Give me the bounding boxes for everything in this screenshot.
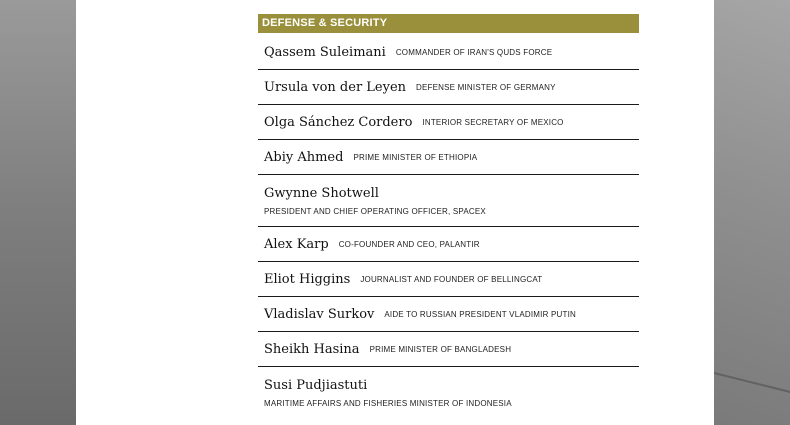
person-title: PRIME MINISTER OF ETHIOPIA — [353, 152, 478, 162]
person-name: Susi Pudjiastuti — [264, 378, 368, 393]
list-item — [258, 367, 639, 419]
person-title: AIDE TO RUSSIAN PRESIDENT VLADIMIR PUTIN — [384, 309, 576, 319]
person-name: Olga Sánchez Cordero — [264, 114, 413, 130]
list-item — [258, 35, 639, 70]
list-item — [258, 140, 639, 175]
person-title: INTERIOR SECRETARY OF MEXICO — [422, 117, 564, 127]
background-right — [714, 0, 790, 425]
list-item — [258, 297, 639, 332]
person-title: PRESIDENT AND CHIEF OPERATING OFFICER, SPACEX — [264, 207, 486, 216]
person-name: Qassem Suleimani — [264, 44, 386, 60]
list-item — [258, 105, 639, 140]
person-title: CO-FOUNDER AND CEO, PALANTIR — [338, 239, 480, 249]
person-name: Vladislav Surkov — [264, 306, 375, 322]
person-name: Sheikh Hasina — [264, 341, 360, 357]
list-item — [258, 227, 639, 262]
person-name: Gwynne Shotwell — [264, 186, 379, 201]
person-name: Alex Karp — [264, 236, 329, 252]
list-item — [258, 175, 639, 227]
background-left — [0, 0, 76, 425]
person-title: MARITIME AFFAIRS AND FISHERIES MINISTER OF INDONESIA — [264, 399, 512, 408]
person-list — [258, 14, 639, 419]
person-title: DEFENSE MINISTER OF GERMANY — [416, 82, 556, 92]
person-title: COMMANDER OF IRAN'S QUDS FORCE — [395, 47, 553, 57]
list-item — [258, 70, 639, 105]
list-item — [258, 262, 639, 297]
person-name: Abiy Ahmed — [264, 149, 344, 165]
person-name: Ursula von der Leyen — [264, 79, 407, 95]
person-name: Eliot Higgins — [264, 271, 351, 287]
background-streak — [714, 372, 790, 396]
section-header: DEFENSE & SECURITY — [258, 14, 639, 33]
person-title: PRIME MINISTER OF BANGLADESH — [369, 344, 512, 354]
list-item — [258, 332, 639, 367]
person-title: JOURNALIST AND FOUNDER OF BELLINGCAT — [360, 274, 543, 284]
